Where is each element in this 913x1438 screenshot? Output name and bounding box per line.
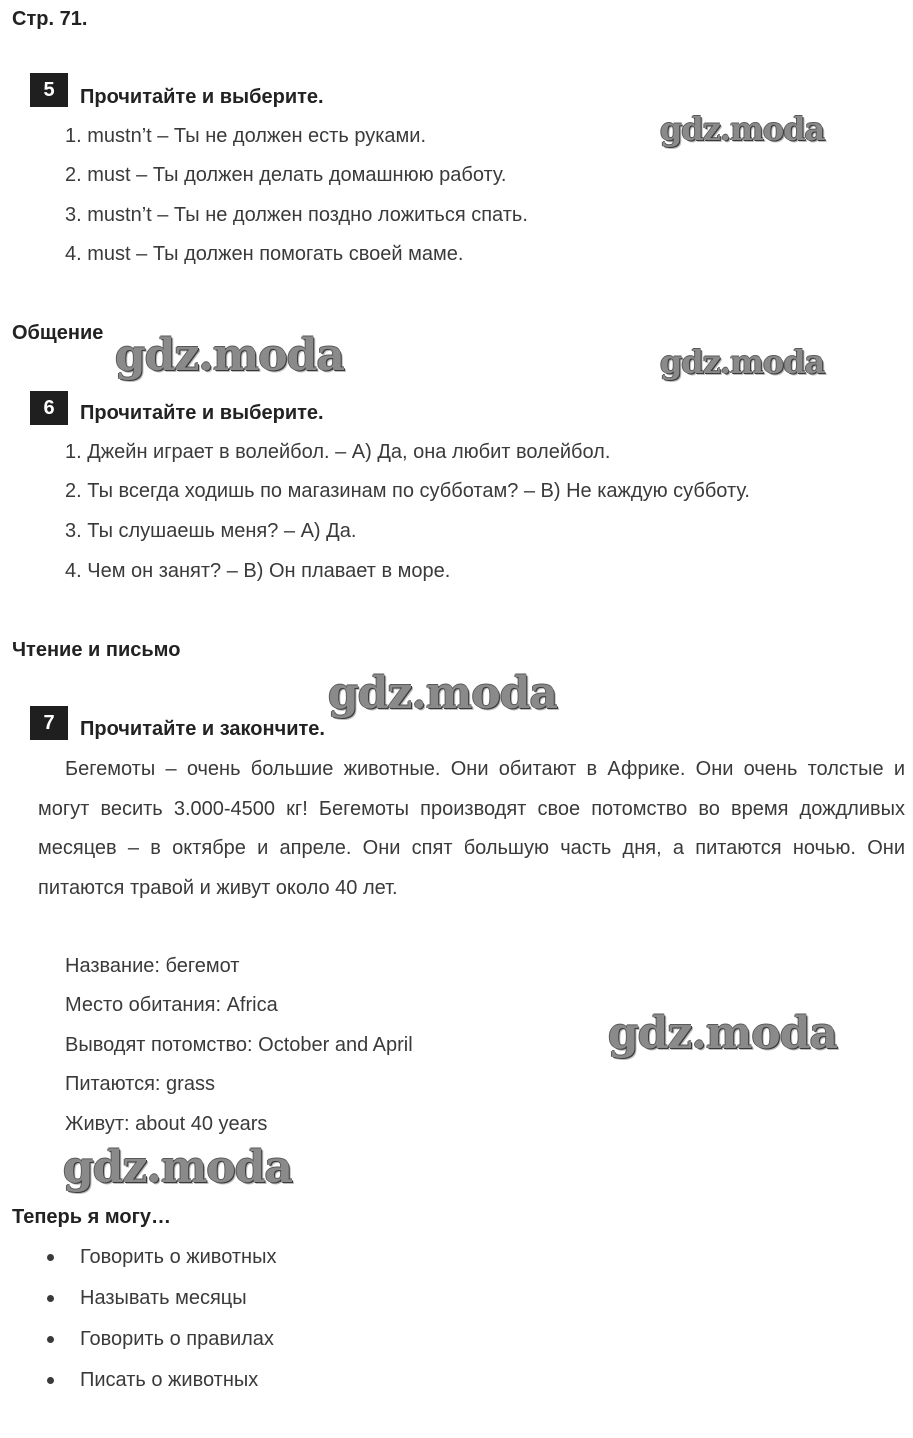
watermark: gdz.moda bbox=[608, 1008, 838, 1059]
fact-line: Выводят потомство: October and April bbox=[65, 1034, 413, 1056]
fact-line: Питаются: grass bbox=[65, 1073, 215, 1095]
task-title: Прочитайте и выберите. bbox=[80, 86, 324, 108]
list-item: Писать о животных bbox=[80, 1369, 259, 1391]
section-heading: Общение bbox=[12, 322, 104, 344]
task-number-badge: 5 bbox=[30, 73, 68, 107]
task-title: Прочитайте и выберите. bbox=[80, 402, 324, 424]
list-item: Говорить о правилах bbox=[80, 1328, 274, 1350]
fact-line: Живут: about 40 years bbox=[65, 1113, 268, 1135]
bullet-dot-icon bbox=[47, 1377, 54, 1384]
bullet-dot-icon bbox=[47, 1254, 54, 1261]
watermark: gdz.moda bbox=[63, 1142, 293, 1193]
reading-paragraph: Бегемоты – очень большие животные. Они обитают в Африке. Они очень толстые и могут весить 3.000-4500 кг! Бегемоты производят свое потомство во время дождливых месяцев – в октябре и апреле. Они спят большую часть дня, а питаются ночью. Они питаются травой и живут около 40 лет. bbox=[38, 758, 905, 899]
page-number: Стр. 71. bbox=[12, 8, 88, 30]
watermark: gdz.moda bbox=[660, 110, 825, 148]
list-item: Называть месяцы bbox=[80, 1287, 247, 1309]
answer-line: 2. must – Ты должен делать домашнюю работу. bbox=[65, 164, 507, 186]
answer-line: 4. must – Ты должен помогать своей маме. bbox=[65, 243, 464, 265]
answer-line: 1. Джейн играет в волейбол. – A) Да, она любит волейбол. bbox=[65, 441, 611, 463]
answer-line: 1. mustn’t – Ты не должен есть руками. bbox=[65, 125, 427, 147]
fact-line: Название: бегемот bbox=[65, 955, 240, 977]
answer-line: 3. mustn’t – Ты не должен поздно ложиться спать. bbox=[65, 204, 528, 226]
answer-line: 2. Ты всегда ходишь по магазинам по субботам? – B) Не каждую субботу. bbox=[65, 480, 750, 502]
answer-line: 4. Чем он занят? – B) Он плавает в море. bbox=[65, 560, 451, 582]
fact-line: Место обитания: Africa bbox=[65, 994, 278, 1016]
bullet-dot-icon bbox=[47, 1336, 54, 1343]
list-item: Говорить о животных bbox=[80, 1246, 277, 1268]
section-heading: Чтение и письмо bbox=[12, 639, 181, 661]
watermark: gdz.moda bbox=[115, 330, 345, 381]
task-number-badge: 7 bbox=[30, 706, 68, 740]
bullet-dot-icon bbox=[47, 1295, 54, 1302]
watermark: gdz.moda bbox=[328, 668, 558, 719]
answer-line: 3. Ты слушаешь меня? – A) Да. bbox=[65, 520, 357, 542]
section-heading: Теперь я могу… bbox=[12, 1206, 172, 1228]
task-title: Прочитайте и закончите. bbox=[80, 718, 325, 740]
watermark: gdz.moda bbox=[660, 343, 825, 381]
task-number-badge: 6 bbox=[30, 391, 68, 425]
